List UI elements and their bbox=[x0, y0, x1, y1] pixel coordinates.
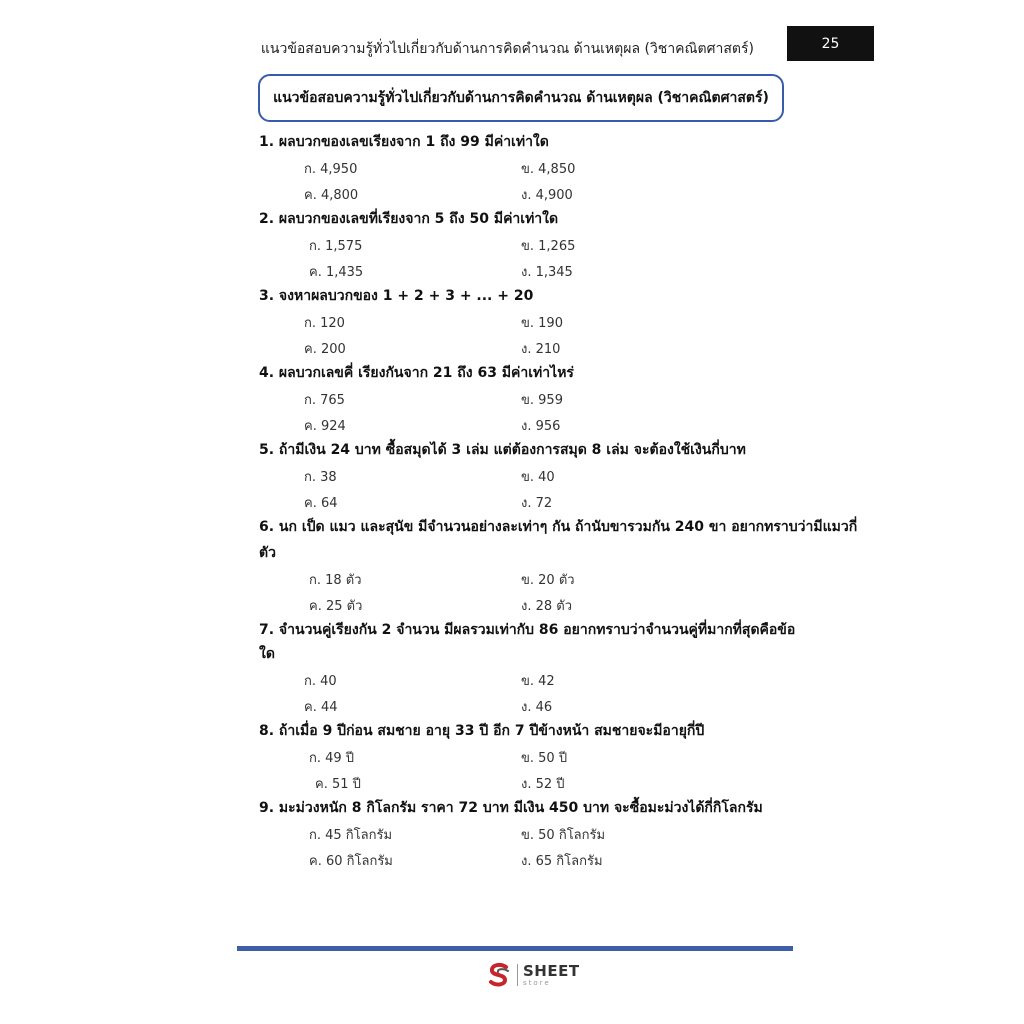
choice-d: ง. 28 ตัว bbox=[521, 598, 573, 614]
choice-row bbox=[259, 565, 799, 591]
choice-row bbox=[259, 180, 799, 206]
choice-a: ก. 49 ปี bbox=[309, 751, 355, 766]
choice-a: ก. 18 ตัว bbox=[309, 573, 362, 588]
choice-c: ค. 64 bbox=[304, 495, 338, 511]
question-text: 9. มะม่วงหนัก 8 กิโลกรัม ราคา 72 บาท มีเงิน 450 บาท จะซื้อมะม่วงได้กี่กิโลกรัม bbox=[259, 800, 763, 816]
choice-row bbox=[259, 591, 799, 617]
choice-row bbox=[259, 820, 799, 846]
page-header bbox=[0, 35, 1024, 62]
choice-b: ข. 50 กิโลกรัม bbox=[521, 828, 606, 843]
question-6 bbox=[259, 515, 858, 616]
choice-b: ข. 190 bbox=[521, 316, 563, 331]
choice-row bbox=[259, 743, 799, 769]
choice-d: ง. 52 ปี bbox=[521, 776, 565, 792]
page-number: 25 bbox=[787, 26, 874, 61]
logo-word: SHEET bbox=[523, 961, 580, 980]
choice-b: ข. 1,265 bbox=[521, 239, 576, 254]
choice-row bbox=[259, 231, 799, 257]
choice-c: ค. 51 ปี bbox=[315, 776, 361, 792]
choice-row bbox=[259, 462, 799, 488]
running-header-title: แนวข้อสอบความรู้ทั่วไปเกี่ยวกับด้านการคิดคำนวณ ด้านเหตุผล (วิชาคณิตศาสตร์) bbox=[260, 41, 754, 57]
choice-row bbox=[259, 257, 799, 283]
question-7 bbox=[259, 618, 799, 717]
choice-b: ข. 959 bbox=[521, 393, 563, 408]
question-5 bbox=[259, 438, 799, 513]
choice-d: ง. 956 bbox=[521, 418, 561, 434]
choice-row bbox=[259, 666, 799, 692]
question-text: 6. นก เป็ด แมว และสุนัข มีจำนวนอย่างละเท่าๆ กัน ถ้านับขารวมกัน 240 ขา อยากทราบว่ามีแมวกี่ bbox=[259, 519, 858, 535]
question-list bbox=[259, 128, 858, 871]
choice-c: ค. 25 ตัว bbox=[309, 598, 363, 614]
question-text: 2. ผลบวกของเลขที่เรียงจาก 5 ถึง 50 มีค่าเท่าใด bbox=[259, 211, 559, 227]
choice-b: ข. 42 bbox=[521, 674, 555, 689]
question-1 bbox=[259, 130, 799, 205]
section-title-box bbox=[258, 74, 784, 122]
choice-a: ก. 40 bbox=[304, 674, 337, 689]
choice-row bbox=[259, 488, 799, 514]
choice-row bbox=[259, 846, 799, 872]
question-text: 3. จงหาผลบวกของ 1 + 2 + 3 + ... + 20 bbox=[259, 288, 534, 304]
section-title: แนวข้อสอบความรู้ทั่วไปเกี่ยวกับด้านการคิดคำนวณ ด้านเหตุผล (วิชาคณิตศาสตร์) bbox=[273, 90, 769, 106]
choice-d: ง. 46 bbox=[521, 699, 553, 715]
choice-b: ข. 40 bbox=[521, 470, 555, 485]
sheet-store-logo bbox=[486, 961, 580, 989]
logo-text bbox=[523, 961, 580, 987]
choice-row bbox=[259, 334, 799, 360]
question-8 bbox=[259, 719, 799, 794]
choice-a: ก. 120 bbox=[304, 316, 345, 331]
footer-divider-bar bbox=[237, 946, 793, 951]
sheet-store-logo-icon bbox=[486, 962, 512, 988]
question-2 bbox=[259, 207, 799, 282]
choice-d: ง. 210 bbox=[521, 341, 561, 357]
question-text: 1. ผลบวกของเลขเรียงจาก 1 ถึง 99 มีค่าเท่าใด bbox=[259, 134, 549, 150]
question-text-continued: ตัว bbox=[259, 545, 276, 561]
question-4 bbox=[259, 361, 799, 436]
question-9 bbox=[259, 796, 799, 871]
choice-c: ค. 44 bbox=[304, 699, 338, 715]
choice-row bbox=[259, 692, 799, 718]
choice-a: ก. 765 bbox=[304, 393, 345, 408]
logo-divider bbox=[517, 964, 518, 986]
choice-row bbox=[259, 154, 799, 180]
choice-a: ก. 45 กิโลกรัม bbox=[309, 828, 393, 843]
choice-b: ข. 4,850 bbox=[521, 162, 576, 177]
question-text: 5. ถ้ามีเงิน 24 บาท ซื้อสมุดได้ 3 เล่ม แต่ต้องการสมุด 8 เล่ม จะต้องใช้เงินกี่บาท bbox=[259, 442, 746, 458]
choice-b: ข. 20 ตัว bbox=[521, 573, 575, 588]
choice-a: ก. 4,950 bbox=[304, 162, 358, 177]
choice-row bbox=[259, 385, 799, 411]
choice-d: ง. 72 bbox=[521, 495, 553, 511]
choice-c: ค. 60 กิโลกรัม bbox=[309, 853, 393, 869]
choice-d: ง. 4,900 bbox=[521, 187, 573, 203]
choice-a: ก. 38 bbox=[304, 470, 337, 485]
choice-a: ก. 1,575 bbox=[309, 239, 363, 254]
choice-c: ค. 1,435 bbox=[309, 264, 364, 280]
choice-c: ค. 200 bbox=[304, 341, 346, 357]
choice-row bbox=[259, 308, 799, 334]
choice-d: ง. 65 กิโลกรัม bbox=[521, 853, 603, 869]
question-3 bbox=[259, 284, 799, 359]
choice-c: ค. 924 bbox=[304, 418, 346, 434]
question-text: 8. ถ้าเมื่อ 9 ปีก่อน สมชาย อายุ 33 ปี อีก 7 ปีข้างหน้า สมชายจะมีอายุกี่ปี bbox=[259, 723, 705, 739]
choice-b: ข. 50 ปี bbox=[521, 751, 568, 766]
choice-row bbox=[259, 411, 799, 437]
question-text: 7. จำนวนคู่เรียงกัน 2 จำนวน มีผลรวมเท่ากับ 86 อยากทราบว่าจำนวนคู่ที่มากที่สุดคือข้อใด bbox=[259, 622, 796, 662]
choice-row bbox=[259, 769, 799, 795]
choice-c: ค. 4,800 bbox=[304, 187, 359, 203]
logo-subtext: store bbox=[523, 978, 551, 987]
question-text: 4. ผลบวกเลขคี่ เรียงกันจาก 21 ถึง 63 มีค่าเท่าไหร่ bbox=[259, 365, 574, 381]
choice-d: ง. 1,345 bbox=[521, 264, 573, 280]
